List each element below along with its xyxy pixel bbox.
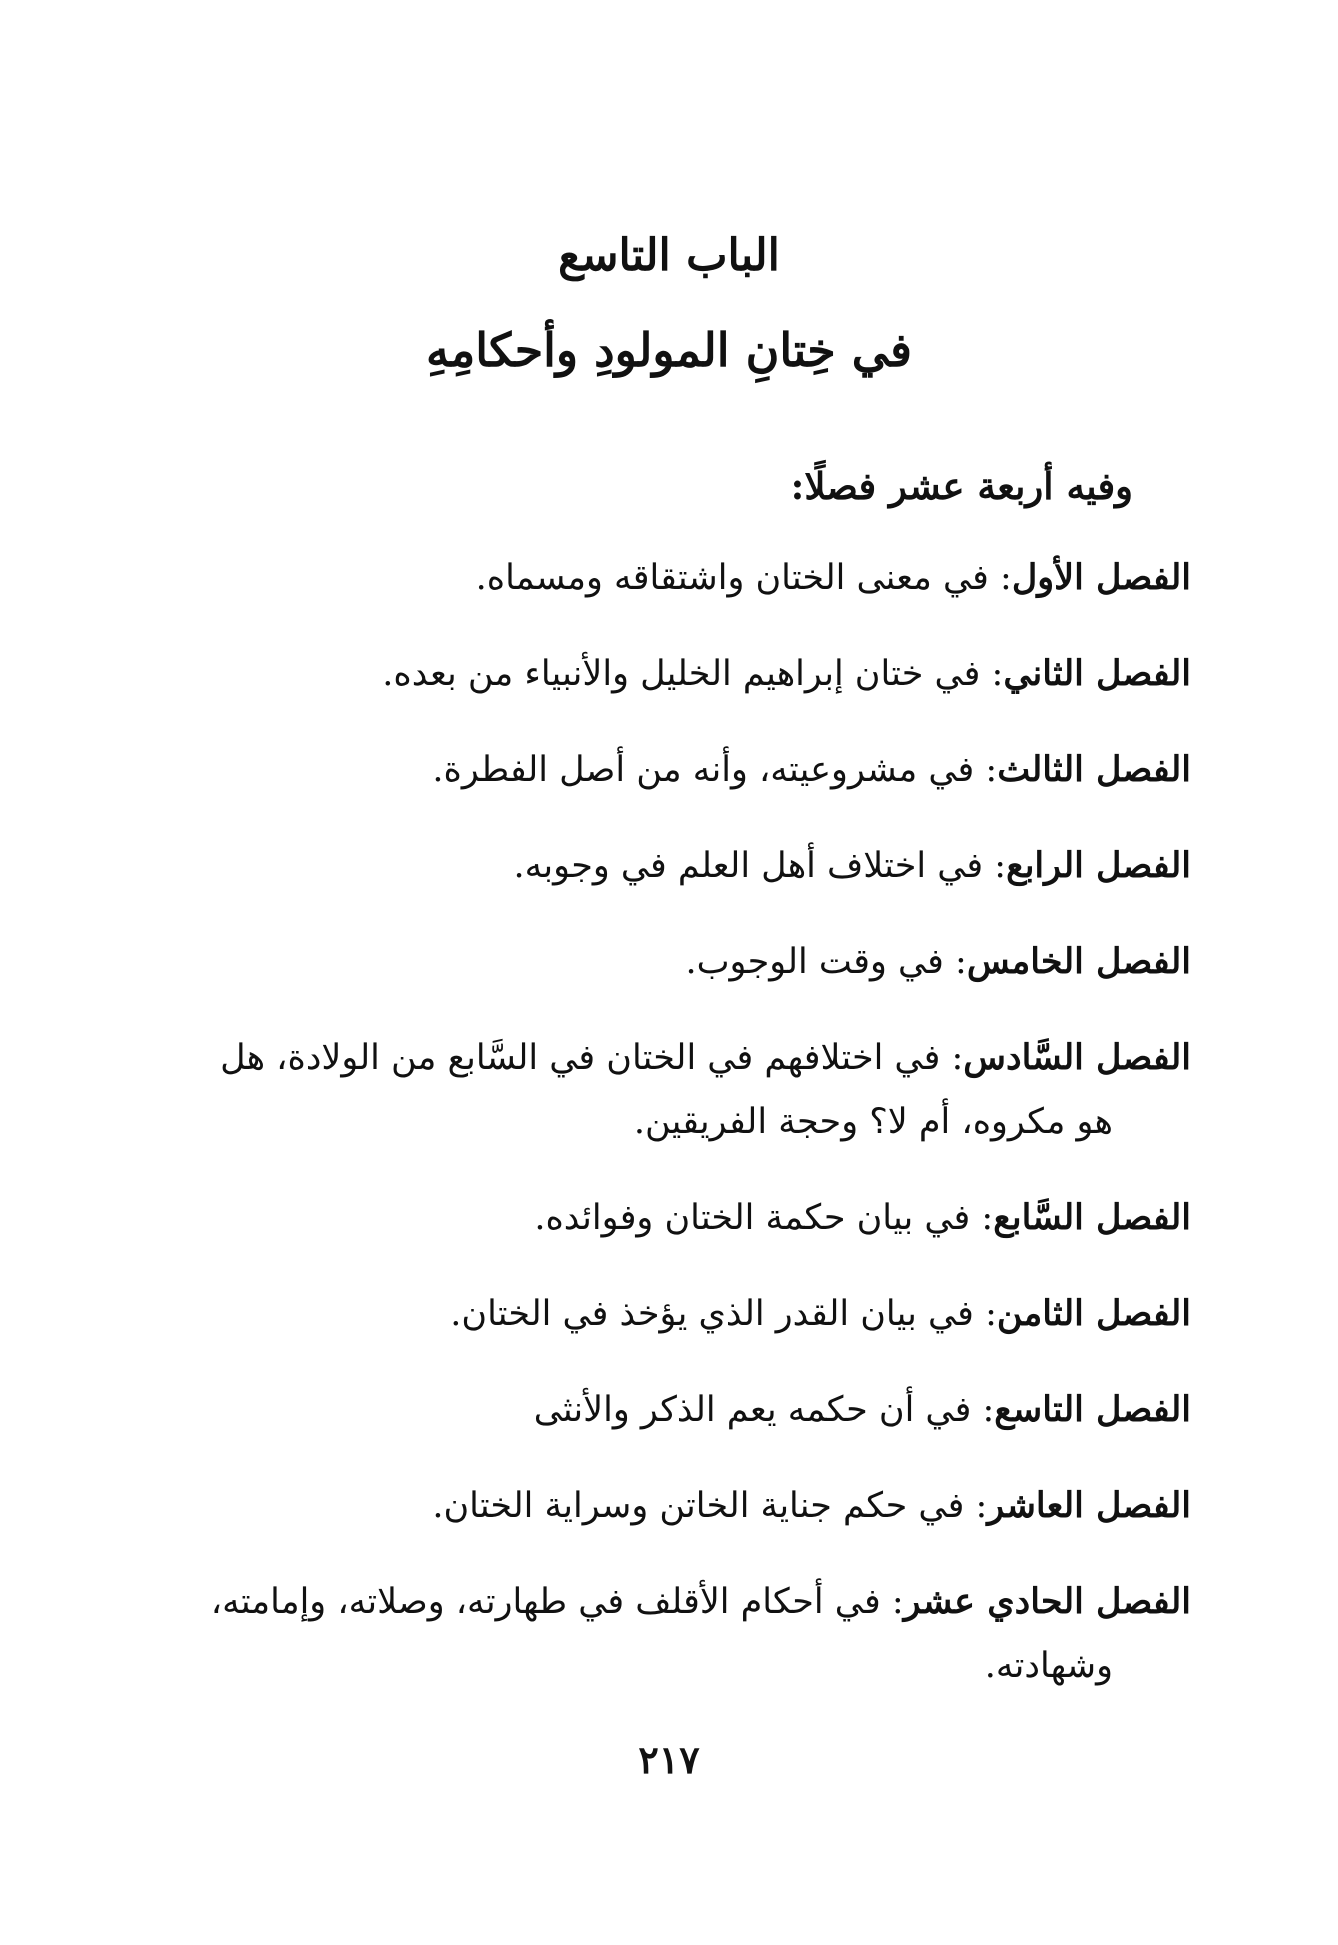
separator: : (985, 750, 998, 790)
section-text: في اختلاف أهل العلم في وجوبه. (513, 846, 984, 886)
section-label: الفصل العاشر (987, 1485, 1191, 1526)
section-text: في بيان حكمة الختان وفوائده. (534, 1198, 971, 1238)
section-text: في معنى الختان واشتقاقه ومسماه. (475, 558, 989, 598)
separator: : (891, 1582, 904, 1622)
chapter-subtitle: في خِتانِ المولودِ وأحكامِهِ (425, 323, 913, 377)
section-text: في اختلافهم في الختان في السَّابع من الولادة، هل (220, 1038, 941, 1078)
section-text: في أن حكمه يعم الذكر والأنثى (533, 1390, 972, 1430)
section-item (151, 738, 1191, 802)
section-text: في وقت الوجوب. (685, 942, 944, 982)
section-text: في أحكام الأقلف في طهارته، وصلاته، وإمامته، (210, 1582, 881, 1622)
section-label: الفصل الخامس (966, 941, 1191, 982)
section-text: في حكم جناية الخاتن وسراية الختان. (432, 1486, 965, 1526)
chapter-title: الباب التاسع (558, 230, 780, 281)
section-item (151, 1186, 1191, 1250)
section-text: في ختان إبراهيم الخليل والأنبياء من بعده. (382, 654, 981, 694)
intro-line: وفيه أربعة عشر فصلًا: (790, 464, 1133, 508)
section-continuation: هو مكروه، أم لا؟ وحجة الفريقين. (633, 1102, 1113, 1142)
section-text: في بيان القدر الذي يؤخذ في الختان. (450, 1294, 974, 1334)
section-item (151, 1474, 1191, 1538)
section-label: الفصل الرابع (1006, 845, 1191, 886)
section-continuation: وشهادته. (984, 1646, 1113, 1686)
section-list (151, 546, 1191, 1730)
separator: : (1000, 558, 1012, 598)
separator: : (951, 1038, 964, 1078)
section-text: في مشروعيته، وأنه من أصل الفطرة. (432, 750, 975, 790)
section-label: الفصل الحادي عشر (903, 1581, 1191, 1622)
section-item (151, 1570, 1191, 1698)
separator: : (991, 654, 1004, 694)
section-item (151, 834, 1191, 898)
section-label: الفصل الثامن (996, 1293, 1191, 1334)
section-label: الفصل التاسع (994, 1389, 1191, 1430)
page-number: ٢١٧ (638, 1737, 700, 1782)
separator: : (955, 942, 967, 982)
separator: : (994, 846, 1007, 886)
section-item (151, 546, 1191, 610)
separator: : (975, 1486, 988, 1526)
section-label: الفصل الثالث (997, 749, 1191, 790)
section-label: الفصل الثاني (1003, 653, 1191, 694)
section-label: الفصل السَّادس (963, 1037, 1191, 1078)
section-item (151, 1026, 1191, 1154)
section-label: الفصل السَّابع (993, 1197, 1191, 1238)
section-item (151, 642, 1191, 706)
section-item (151, 1282, 1191, 1346)
section-item (151, 1378, 1191, 1442)
section-item (151, 930, 1191, 994)
separator: : (985, 1294, 997, 1334)
separator: : (981, 1198, 994, 1238)
section-label: الفصل الأول (1011, 557, 1191, 598)
separator: : (982, 1390, 995, 1430)
